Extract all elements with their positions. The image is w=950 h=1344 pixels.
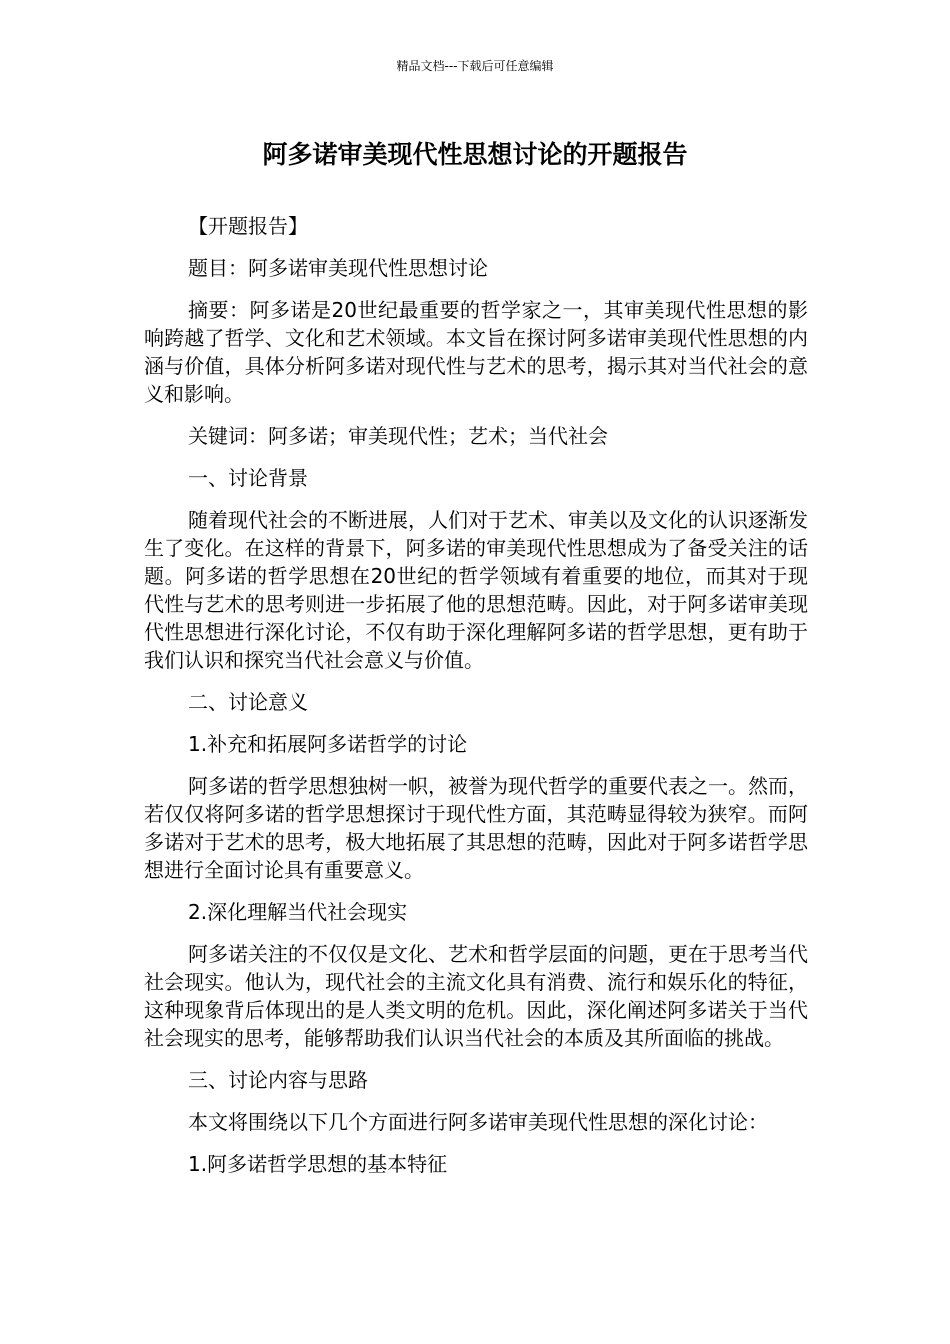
significance-paragraph-2: 阿多诺关注的不仅仅是文化、艺术和哲学层面的问题，更在于思考当代社会现实。他认为，现代社会的主流文化具有消费、流行和娱乐化的特征，这种现象背后体现出的是人类文明的危机。因此，深化阐述阿多诺关于当代社会现实的思考，能够帮助我们认识当代社会的本质及其所面临的挑战。 — [144, 942, 808, 1050]
document-title: 阿多诺审美现代性思想讨论的开题报告 — [262, 140, 688, 169]
significance-paragraph-1: 阿多诺的哲学思想独树一帜，被誉为现代哲学的重要代表之一。然而，若仅仅将阿多诺的哲学思想探讨于现代性方面，其范畴显得较为狭窄。而阿多诺对于艺术的思考，极大地拓展了其思想的范畴，因此对于阿多诺哲学思想进行全面讨论具有重要意义。 — [144, 774, 808, 882]
section-heading-significance: 二、讨论意义 — [188, 690, 308, 714]
section-heading-background: 一、讨论背景 — [188, 466, 308, 490]
subheading-1: 1.补充和拓展阿多诺哲学的讨论 — [188, 732, 468, 756]
report-label: 【开题报告】 — [188, 214, 308, 238]
page-header: 精品文档---下载后可任意编辑 — [396, 59, 554, 73]
content-item-1: 1.阿多诺哲学思想的基本特征 — [188, 1152, 448, 1176]
section-heading-content: 三、讨论内容与思路 — [188, 1068, 368, 1092]
document-body — [144, 212, 808, 1192]
content-intro-paragraph: 本文将围绕以下几个方面进行阿多诺审美现代性思想的深化讨论： — [188, 1110, 768, 1134]
background-paragraph: 随着现代社会的不断进展，人们对于艺术、审美以及文化的认识逐渐发生了变化。在这样的背景下，阿多诺的审美现代性思想成为了备受关注的话题。阿多诺的哲学思想在20世纪的哲学领域有着重要的地位，而其对于现代性与艺术的思考则进一步拓展了他的思想范畴。因此，对于阿多诺审美现代性思想进行深化讨论，不仅有助于深化理解阿多诺的哲学思想，更有助于我们认识和探究当代社会意义与价值。 — [144, 508, 808, 672]
abstract-paragraph: 摘要：阿多诺是20世纪最重要的哲学家之一，其审美现代性思想的影响跨越了哲学、文化和艺术领域。本文旨在探讨阿多诺审美现代性思想的内涵与价值，具体分析阿多诺对现代性与艺术的思考，揭示其对当代社会的意义和影响。 — [144, 298, 808, 406]
keywords-line: 关键词：阿多诺；审美现代性；艺术；当代社会 — [188, 424, 608, 448]
topic-line: 题目：阿多诺审美现代性思想讨论 — [188, 256, 488, 280]
subheading-2: 2.深化理解当代社会现实 — [188, 900, 408, 924]
